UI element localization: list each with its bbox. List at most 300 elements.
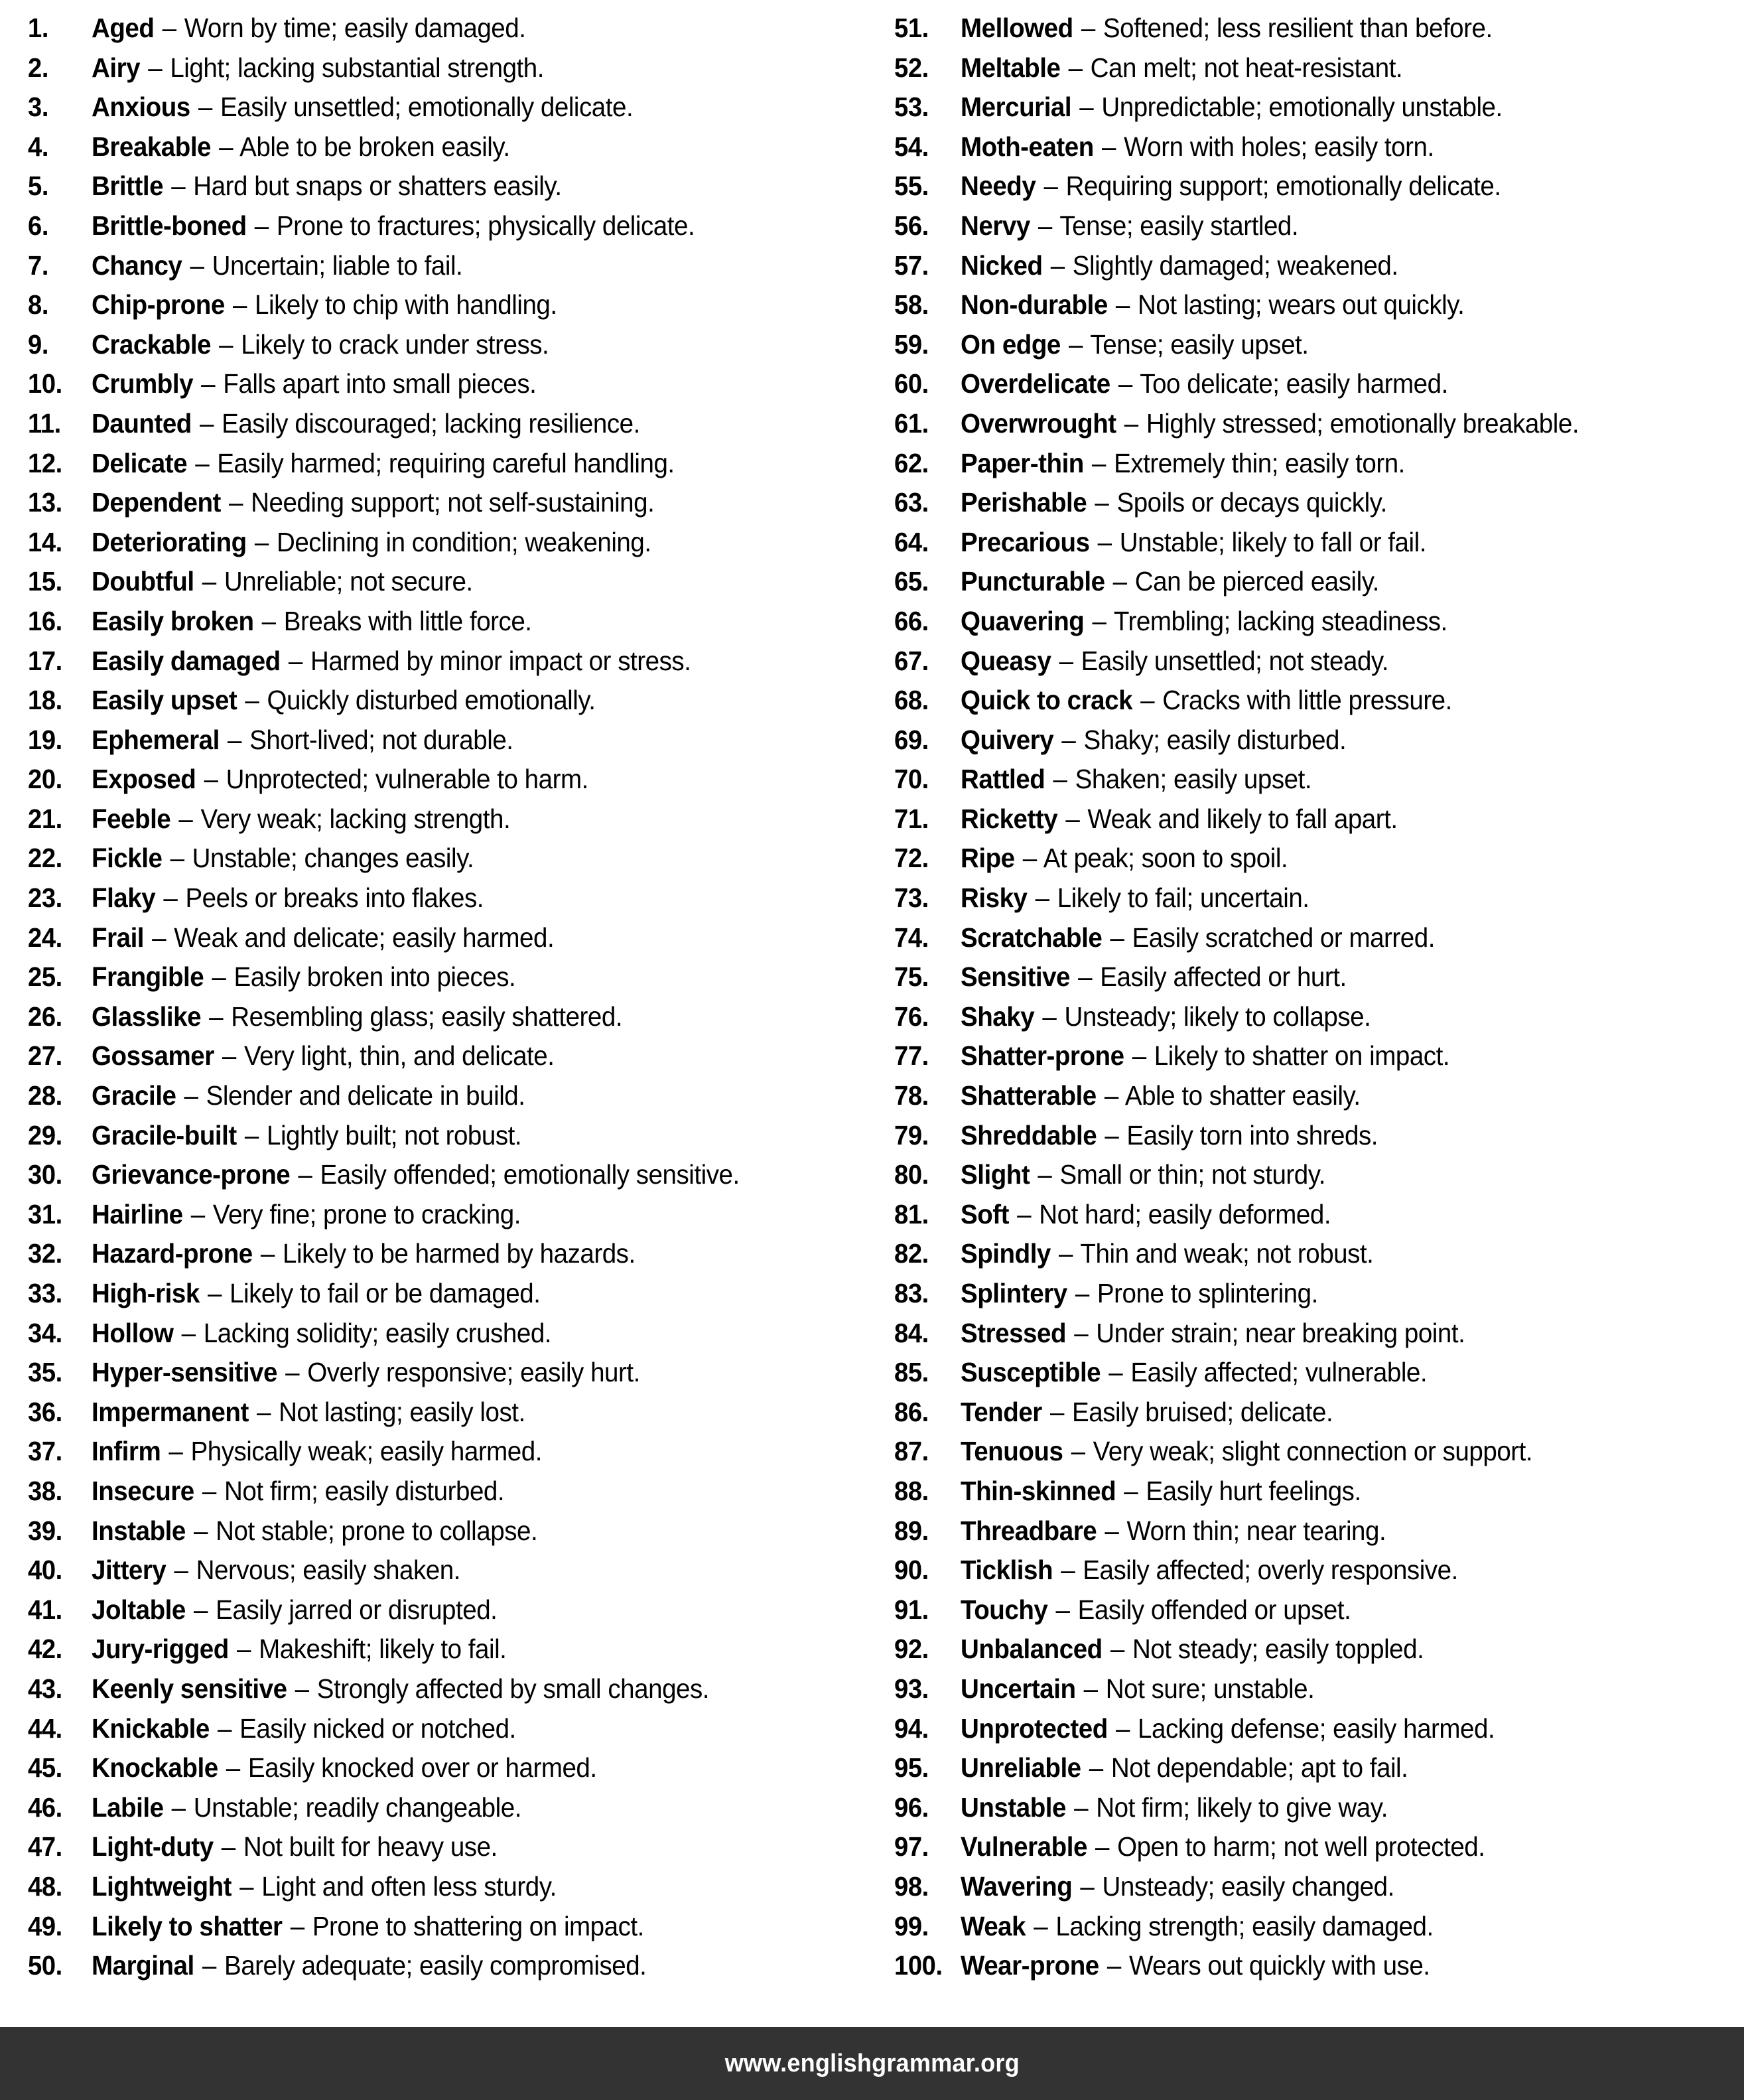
en-dash-separator: –: [1104, 1080, 1118, 1111]
en-dash-separator: –: [1107, 1950, 1121, 1981]
list-item-number: 41.: [28, 1594, 62, 1625]
en-dash-separator: –: [1083, 1673, 1098, 1704]
list-item-term: Perishable: [961, 487, 1087, 518]
en-dash-separator: –: [1034, 1910, 1048, 1941]
list-item-number: 55.: [894, 171, 929, 202]
en-dash-separator: –: [236, 1634, 251, 1665]
list-item-definition: Tense; easily startled.: [1059, 210, 1299, 241]
list-item-term: Glasslike: [92, 1001, 202, 1032]
en-dash-separator: –: [163, 882, 178, 914]
list-item: [28, 605, 860, 648]
list-item: [894, 249, 1731, 292]
list-item-definition: Easily torn into shreds.: [1126, 1119, 1378, 1151]
en-dash-separator: –: [1080, 1870, 1095, 1902]
list-item-body: [92, 766, 814, 793]
en-dash-separator: –: [202, 1950, 216, 1981]
list-item-definition: Weak and likely to fall apart.: [1087, 803, 1398, 834]
list-item-body: [92, 526, 814, 557]
list-item-definition: Prone to shattering on impact.: [312, 1910, 644, 1941]
list-item-term: Queasy: [961, 645, 1051, 676]
list-item-number: 75.: [894, 961, 929, 993]
list-item-body: [92, 15, 814, 42]
list-item: [28, 1636, 860, 1675]
list-item-number: 6.: [28, 210, 49, 241]
list-item: [894, 1082, 1731, 1122]
list-item-definition: Easily offended; emotionally sensitive.: [320, 1159, 740, 1190]
list-item-definition: Easily broken into pieces.: [234, 961, 516, 993]
list-item-body: [961, 724, 1685, 755]
list-item-term: Nicked: [961, 249, 1043, 281]
list-item-term: Grievance-prone: [92, 1159, 291, 1190]
list-item: [28, 447, 860, 490]
list-item-term: Unbalanced: [961, 1634, 1103, 1665]
list-item-body: [961, 291, 1685, 318]
list-item-number: 71.: [894, 803, 929, 834]
en-dash-separator: –: [298, 1159, 312, 1190]
list-item-term: Mellowed: [961, 13, 1073, 43]
list-item-number: 62.: [894, 447, 929, 478]
en-dash-separator: –: [219, 131, 234, 162]
list-item-body: [92, 1675, 814, 1703]
list-item-body: [961, 249, 1685, 281]
list-item-body: [92, 1003, 814, 1030]
list-item: [894, 1475, 1731, 1517]
list-item-number: 26.: [28, 1001, 62, 1032]
list-item-definition: Easily unsettled; not steady.: [1081, 645, 1389, 676]
list-item-term: Shreddable: [961, 1119, 1097, 1151]
list-item-term: Unprotected: [961, 1713, 1108, 1744]
en-dash-separator: –: [1140, 685, 1155, 716]
en-dash-separator: –: [288, 645, 302, 676]
list-item-body: [961, 805, 1685, 833]
list-item-definition: Unpredictable; emotionally unstable.: [1101, 92, 1503, 123]
list-item-number: 97.: [894, 1831, 929, 1862]
list-item-number: 64.: [894, 526, 929, 557]
list-item-number: 77.: [894, 1040, 929, 1072]
list-item-term: Labile: [92, 1791, 164, 1823]
list-item-number: 10.: [28, 368, 62, 399]
list-item-number: 15.: [28, 566, 62, 597]
list-item-number: 95.: [894, 1752, 929, 1784]
list-item-term: Meltable: [961, 52, 1061, 83]
list-item: [28, 1280, 860, 1320]
list-item-number: 49.: [28, 1910, 62, 1941]
list-item-body: [92, 212, 814, 240]
en-dash-separator: –: [1059, 1238, 1073, 1269]
list-item-number: 81.: [894, 1198, 929, 1229]
list-item: [28, 1042, 860, 1082]
list-item-definition: Shaky; easily disturbed.: [1083, 724, 1347, 755]
list-item-definition: Slender and delicate in build.: [206, 1080, 525, 1111]
list-item-number: 3.: [28, 92, 49, 123]
list-item-definition: Short-lived; not durable.: [249, 724, 513, 755]
list-item-body: [92, 1715, 814, 1742]
en-dash-separator: –: [295, 1673, 309, 1704]
list-item: [28, 291, 860, 331]
list-item-number: 4.: [28, 131, 49, 162]
list-item-number: 98.: [894, 1870, 929, 1902]
list-item: [894, 1791, 1731, 1834]
list-item-definition: Thin and weak; not robust.: [1080, 1238, 1374, 1269]
list-item-number: 20.: [28, 764, 62, 795]
list-item: [894, 1119, 1731, 1162]
list-item: [894, 568, 1731, 608]
en-dash-separator: –: [1081, 13, 1095, 43]
list-item-term: Easily broken: [92, 605, 254, 636]
list-item-number: 40.: [28, 1555, 62, 1586]
list-item-body: [92, 568, 814, 595]
list-item-body: [92, 1042, 814, 1070]
en-dash-separator: –: [239, 1870, 254, 1902]
list-item-term: Hyper-sensitive: [92, 1357, 277, 1388]
list-item-term: Insecure: [92, 1475, 194, 1506]
en-dash-separator: –: [1043, 171, 1058, 202]
en-dash-separator: –: [1089, 1752, 1103, 1784]
list-item-definition: Not firm; easily disturbed.: [224, 1475, 505, 1506]
list-item-term: High-risk: [92, 1278, 200, 1308]
list-item-number: 82.: [894, 1238, 929, 1269]
list-item-number: 1.: [28, 13, 49, 43]
en-dash-separator: –: [1118, 368, 1132, 399]
list-item-definition: Can be pierced easily.: [1134, 566, 1379, 597]
list-item-definition: Can melt; not heat-resistant.: [1090, 52, 1403, 83]
list-item-definition: Small or thin; not sturdy.: [1059, 1159, 1325, 1190]
list-item: [894, 805, 1731, 845]
list-item-body: [961, 766, 1685, 793]
list-item-number: 21.: [28, 803, 62, 834]
list-item-body: [92, 1119, 814, 1151]
list-item-body: [961, 1557, 1685, 1584]
en-dash-separator: –: [209, 1001, 224, 1032]
list-item: [28, 1438, 860, 1478]
list-item-number: 37.: [28, 1436, 62, 1467]
list-item-definition: Trembling; lacking steadiness.: [1113, 605, 1447, 636]
list-item-body: [961, 1833, 1685, 1860]
list-item: [894, 1161, 1731, 1201]
list-item: [28, 845, 860, 884]
list-item: [894, 963, 1731, 1003]
list-item-definition: Slightly damaged; weakened.: [1072, 249, 1398, 281]
list-item-term: Stressed: [961, 1317, 1067, 1348]
list-item-definition: Cracks with little pressure.: [1162, 685, 1452, 716]
en-dash-separator: –: [162, 13, 176, 43]
list-item-number: 44.: [28, 1713, 62, 1744]
list-item-body: [92, 805, 814, 833]
list-item: [28, 1082, 860, 1122]
list-item-body: [961, 328, 1685, 360]
list-item-definition: Hard but snaps or shatters easily.: [193, 171, 562, 202]
list-item-number: 29.: [28, 1119, 62, 1151]
list-item-number: 69.: [894, 724, 929, 755]
en-dash-separator: –: [1038, 1159, 1052, 1190]
list-item-number: 65.: [894, 566, 929, 597]
list-item-term: Easily damaged: [92, 645, 281, 676]
en-dash-separator: –: [227, 724, 241, 755]
list-item-number: 79.: [894, 1119, 929, 1151]
list-item-number: 68.: [894, 685, 929, 716]
en-dash-separator: –: [217, 1713, 232, 1744]
list-item-definition: Open to harm; not well protected.: [1117, 1831, 1485, 1862]
list-item: [28, 328, 860, 371]
list-item-body: [961, 407, 1685, 439]
list-item-term: Hazard-prone: [92, 1238, 253, 1269]
list-item-number: 36.: [28, 1396, 62, 1427]
list-item-definition: Resembling glass; easily shattered.: [231, 1001, 623, 1032]
list-item-term: Knickable: [92, 1713, 210, 1744]
en-dash-separator: –: [1078, 961, 1093, 993]
list-item-term: Scratchable: [961, 922, 1103, 953]
list-item-term: Hairline: [92, 1198, 183, 1229]
list-item: [894, 1557, 1731, 1596]
en-dash-separator: –: [152, 922, 167, 953]
en-dash-separator: –: [290, 1910, 304, 1941]
list-item-definition: Easily nicked or notched.: [239, 1713, 516, 1744]
list-item: [28, 1833, 860, 1873]
list-item-number: 14.: [28, 526, 62, 557]
list-item: [894, 845, 1731, 884]
list-item-number: 99.: [894, 1910, 929, 1941]
list-item-definition: Shaken; easily upset.: [1075, 764, 1312, 795]
en-dash-separator: –: [200, 407, 214, 439]
list-item-definition: Uncertain; liable to fail.: [212, 249, 463, 281]
en-dash-separator: –: [254, 210, 269, 241]
list-item-term: Chancy: [92, 249, 182, 281]
list-item-body: [961, 1791, 1685, 1823]
list-item-term: Ricketty: [961, 803, 1058, 834]
list-item-term: Paper-thin: [961, 447, 1084, 478]
list-item-body: [961, 1596, 1685, 1624]
list-item-body: [92, 1791, 814, 1823]
list-item: [894, 605, 1731, 648]
list-item-definition: Prone to splintering.: [1097, 1278, 1318, 1308]
en-dash-separator: –: [1065, 803, 1080, 834]
footer-bar: [0, 2027, 1744, 2100]
list-item: [894, 15, 1731, 54]
en-dash-separator: –: [1105, 1515, 1119, 1546]
list-item-definition: Harmed by minor impact or stress.: [310, 645, 691, 676]
en-dash-separator: –: [1049, 1396, 1064, 1427]
list-item-definition: Likely to chip with handling.: [255, 289, 557, 320]
list-item-definition: Very fine; prone to cracking.: [212, 1198, 521, 1229]
list-item-body: [92, 249, 814, 281]
list-item-definition: Not hard; easily deformed.: [1039, 1198, 1331, 1229]
list-item-body: [961, 1161, 1685, 1188]
list-item-body: [961, 133, 1685, 161]
list-item-number: 66.: [894, 605, 929, 636]
list-item: [28, 1396, 860, 1438]
list-item-body: [92, 1952, 814, 1979]
list-item-number: 57.: [894, 249, 929, 281]
list-item: [28, 1557, 860, 1596]
list-item-definition: Prone to fractures; physically delicate.: [276, 210, 695, 241]
list-item-term: Precarious: [961, 526, 1090, 557]
list-item-number: 59.: [894, 328, 929, 360]
list-item-definition: Worn by time; easily damaged.: [184, 13, 526, 43]
list-item-term: Overdelicate: [961, 368, 1110, 399]
list-item-body: [961, 1119, 1685, 1151]
list-item-body: [961, 1280, 1685, 1307]
list-item: [28, 489, 860, 529]
list-item-body: [961, 687, 1685, 714]
list-item-number: 42.: [28, 1634, 62, 1665]
list-item-number: 8.: [28, 289, 49, 320]
list-item-body: [92, 1198, 814, 1229]
list-item-body: [961, 924, 1685, 951]
list-item-number: 93.: [894, 1673, 929, 1704]
list-item: [28, 94, 860, 133]
en-dash-separator: –: [174, 1555, 188, 1586]
list-item-body: [961, 568, 1685, 595]
list-item-definition: Likely to crack under stress.: [241, 328, 549, 360]
list-item-body: [92, 133, 814, 161]
list-item-term: Needy: [961, 171, 1036, 202]
list-item-number: 12.: [28, 447, 62, 478]
list-item-body: [961, 1952, 1685, 1979]
list-item: [28, 1715, 860, 1755]
list-item-number: 85.: [894, 1357, 929, 1388]
list-item-definition: Not dependable; apt to fail.: [1110, 1752, 1408, 1784]
list-item-body: [92, 687, 814, 714]
list-item: [28, 1870, 860, 1913]
en-dash-separator: –: [1124, 407, 1138, 439]
list-item-body: [92, 173, 814, 200]
list-item-number: 72.: [894, 843, 929, 874]
list-item-definition: At peak; soon to spoil.: [1043, 843, 1288, 874]
list-item-body: [92, 645, 814, 676]
list-item-definition: Able to shatter easily.: [1124, 1080, 1361, 1111]
list-item: [28, 645, 860, 687]
list-item-term: Quavering: [961, 605, 1085, 636]
list-item-body: [961, 94, 1685, 121]
en-dash-separator: –: [222, 1040, 236, 1072]
list-item-body: [961, 1198, 1685, 1229]
list-item-term: Hollow: [92, 1317, 174, 1348]
list-item-body: [92, 1870, 814, 1902]
list-item-number: 87.: [894, 1436, 929, 1467]
list-item-term: Slight: [961, 1159, 1030, 1190]
list-item: [894, 1198, 1731, 1241]
list-item-definition: Easily affected; vulnerable.: [1130, 1357, 1428, 1388]
list-item-body: [92, 1557, 814, 1584]
list-item-term: Crackable: [92, 328, 212, 360]
list-item-definition: Not stable; prone to collapse.: [216, 1515, 538, 1546]
list-item-definition: Quickly disturbed emotionally.: [267, 685, 596, 716]
list-item: [28, 1161, 860, 1201]
en-dash-separator: –: [1095, 487, 1109, 518]
list-item-term: Spindly: [961, 1238, 1051, 1269]
list-item: [894, 133, 1731, 173]
list-item-body: [961, 489, 1685, 516]
list-item-definition: Strongly affected by small changes.: [316, 1673, 710, 1704]
list-item-body: [961, 173, 1685, 200]
en-dash-separator: –: [204, 764, 218, 795]
list-item-term: Rattled: [961, 764, 1045, 795]
list-item: [894, 212, 1731, 252]
list-item-body: [961, 1475, 1685, 1506]
list-item: [894, 766, 1731, 805]
list-item-term: Crumbly: [92, 368, 194, 399]
list-item-term: Shatterable: [961, 1080, 1097, 1111]
list-item: [894, 1833, 1731, 1873]
list-item-number: 84.: [894, 1317, 929, 1348]
list-item-term: Puncturable: [961, 566, 1105, 597]
list-item-term: Threadbare: [961, 1515, 1097, 1546]
en-dash-separator: –: [226, 1752, 240, 1784]
list-item-definition: Easily affected; overly responsive.: [1083, 1555, 1458, 1586]
list-item-definition: Very light, thin, and delicate.: [244, 1040, 555, 1072]
list-item: [894, 1517, 1731, 1557]
list-item-term: Gracile: [92, 1080, 176, 1111]
en-dash-separator: –: [1068, 52, 1083, 83]
list-item-term: Gracile-built: [92, 1119, 237, 1151]
list-item-definition: Lightly built; not robust.: [266, 1119, 522, 1151]
list-item: [28, 1675, 860, 1715]
en-dash-separator: –: [1035, 882, 1049, 914]
list-item-body: [961, 526, 1685, 557]
en-dash-separator: –: [195, 447, 210, 478]
list-item: [28, 249, 860, 292]
en-dash-separator: –: [148, 52, 163, 83]
list-item-body: [92, 291, 814, 318]
list-item: [28, 1754, 860, 1794]
list-item: [894, 1636, 1731, 1675]
en-dash-separator: –: [1059, 645, 1073, 676]
list-item-number: 18.: [28, 685, 62, 716]
list-item-definition: Physically weak; easily harmed.: [190, 1436, 542, 1467]
en-dash-separator: –: [168, 1436, 183, 1467]
list-item-definition: Unprotected; vulnerable to harm.: [226, 764, 588, 795]
list-item-definition: Easily affected or hurt.: [1100, 961, 1347, 993]
list-item-term: Daunted: [92, 407, 192, 439]
list-item: [894, 1754, 1731, 1794]
list-item-definition: Likely to shatter on impact.: [1154, 1040, 1450, 1072]
list-item: [894, 370, 1731, 410]
list-item-term: Shaky: [961, 1001, 1035, 1032]
list-item-definition: Easily unsettled; emotionally delicate.: [220, 92, 634, 123]
list-item: [894, 94, 1731, 133]
list-item-definition: Not sure; unstable.: [1105, 1673, 1315, 1704]
list-item-definition: Lacking defense; easily harmed.: [1138, 1713, 1495, 1744]
list-item-number: 60.: [894, 368, 929, 399]
list-item-number: 80.: [894, 1159, 929, 1190]
list-item: [28, 724, 860, 766]
list-item-body: [961, 1003, 1685, 1030]
en-dash-separator: –: [1105, 1119, 1119, 1151]
en-dash-separator: –: [1124, 1475, 1138, 1506]
en-dash-separator: –: [1132, 1040, 1146, 1072]
list-item-term: Jittery: [92, 1555, 167, 1586]
list-item-body: [92, 370, 814, 397]
list-item-definition: Easily offended or upset.: [1077, 1594, 1351, 1625]
list-item-term: Unstable: [961, 1791, 1067, 1823]
list-item-number: 63.: [894, 487, 929, 518]
list-item: [28, 963, 860, 1003]
list-item-body: [92, 1280, 814, 1307]
list-item-body: [961, 1317, 1685, 1348]
en-dash-separator: –: [260, 1238, 275, 1269]
en-dash-separator: –: [219, 328, 234, 360]
list-item-number: 76.: [894, 1001, 929, 1032]
en-dash-separator: –: [1074, 1317, 1089, 1348]
list-item-body: [961, 1438, 1685, 1465]
list-item: [894, 724, 1731, 766]
list-item-number: 32.: [28, 1238, 62, 1269]
list-item-body: [961, 447, 1685, 478]
list-item-term: Ephemeral: [92, 724, 220, 755]
list-item-number: 46.: [28, 1791, 62, 1823]
list-item-definition: Highly stressed; emotionally breakable.: [1146, 407, 1579, 439]
list-item-number: 28.: [28, 1080, 62, 1111]
